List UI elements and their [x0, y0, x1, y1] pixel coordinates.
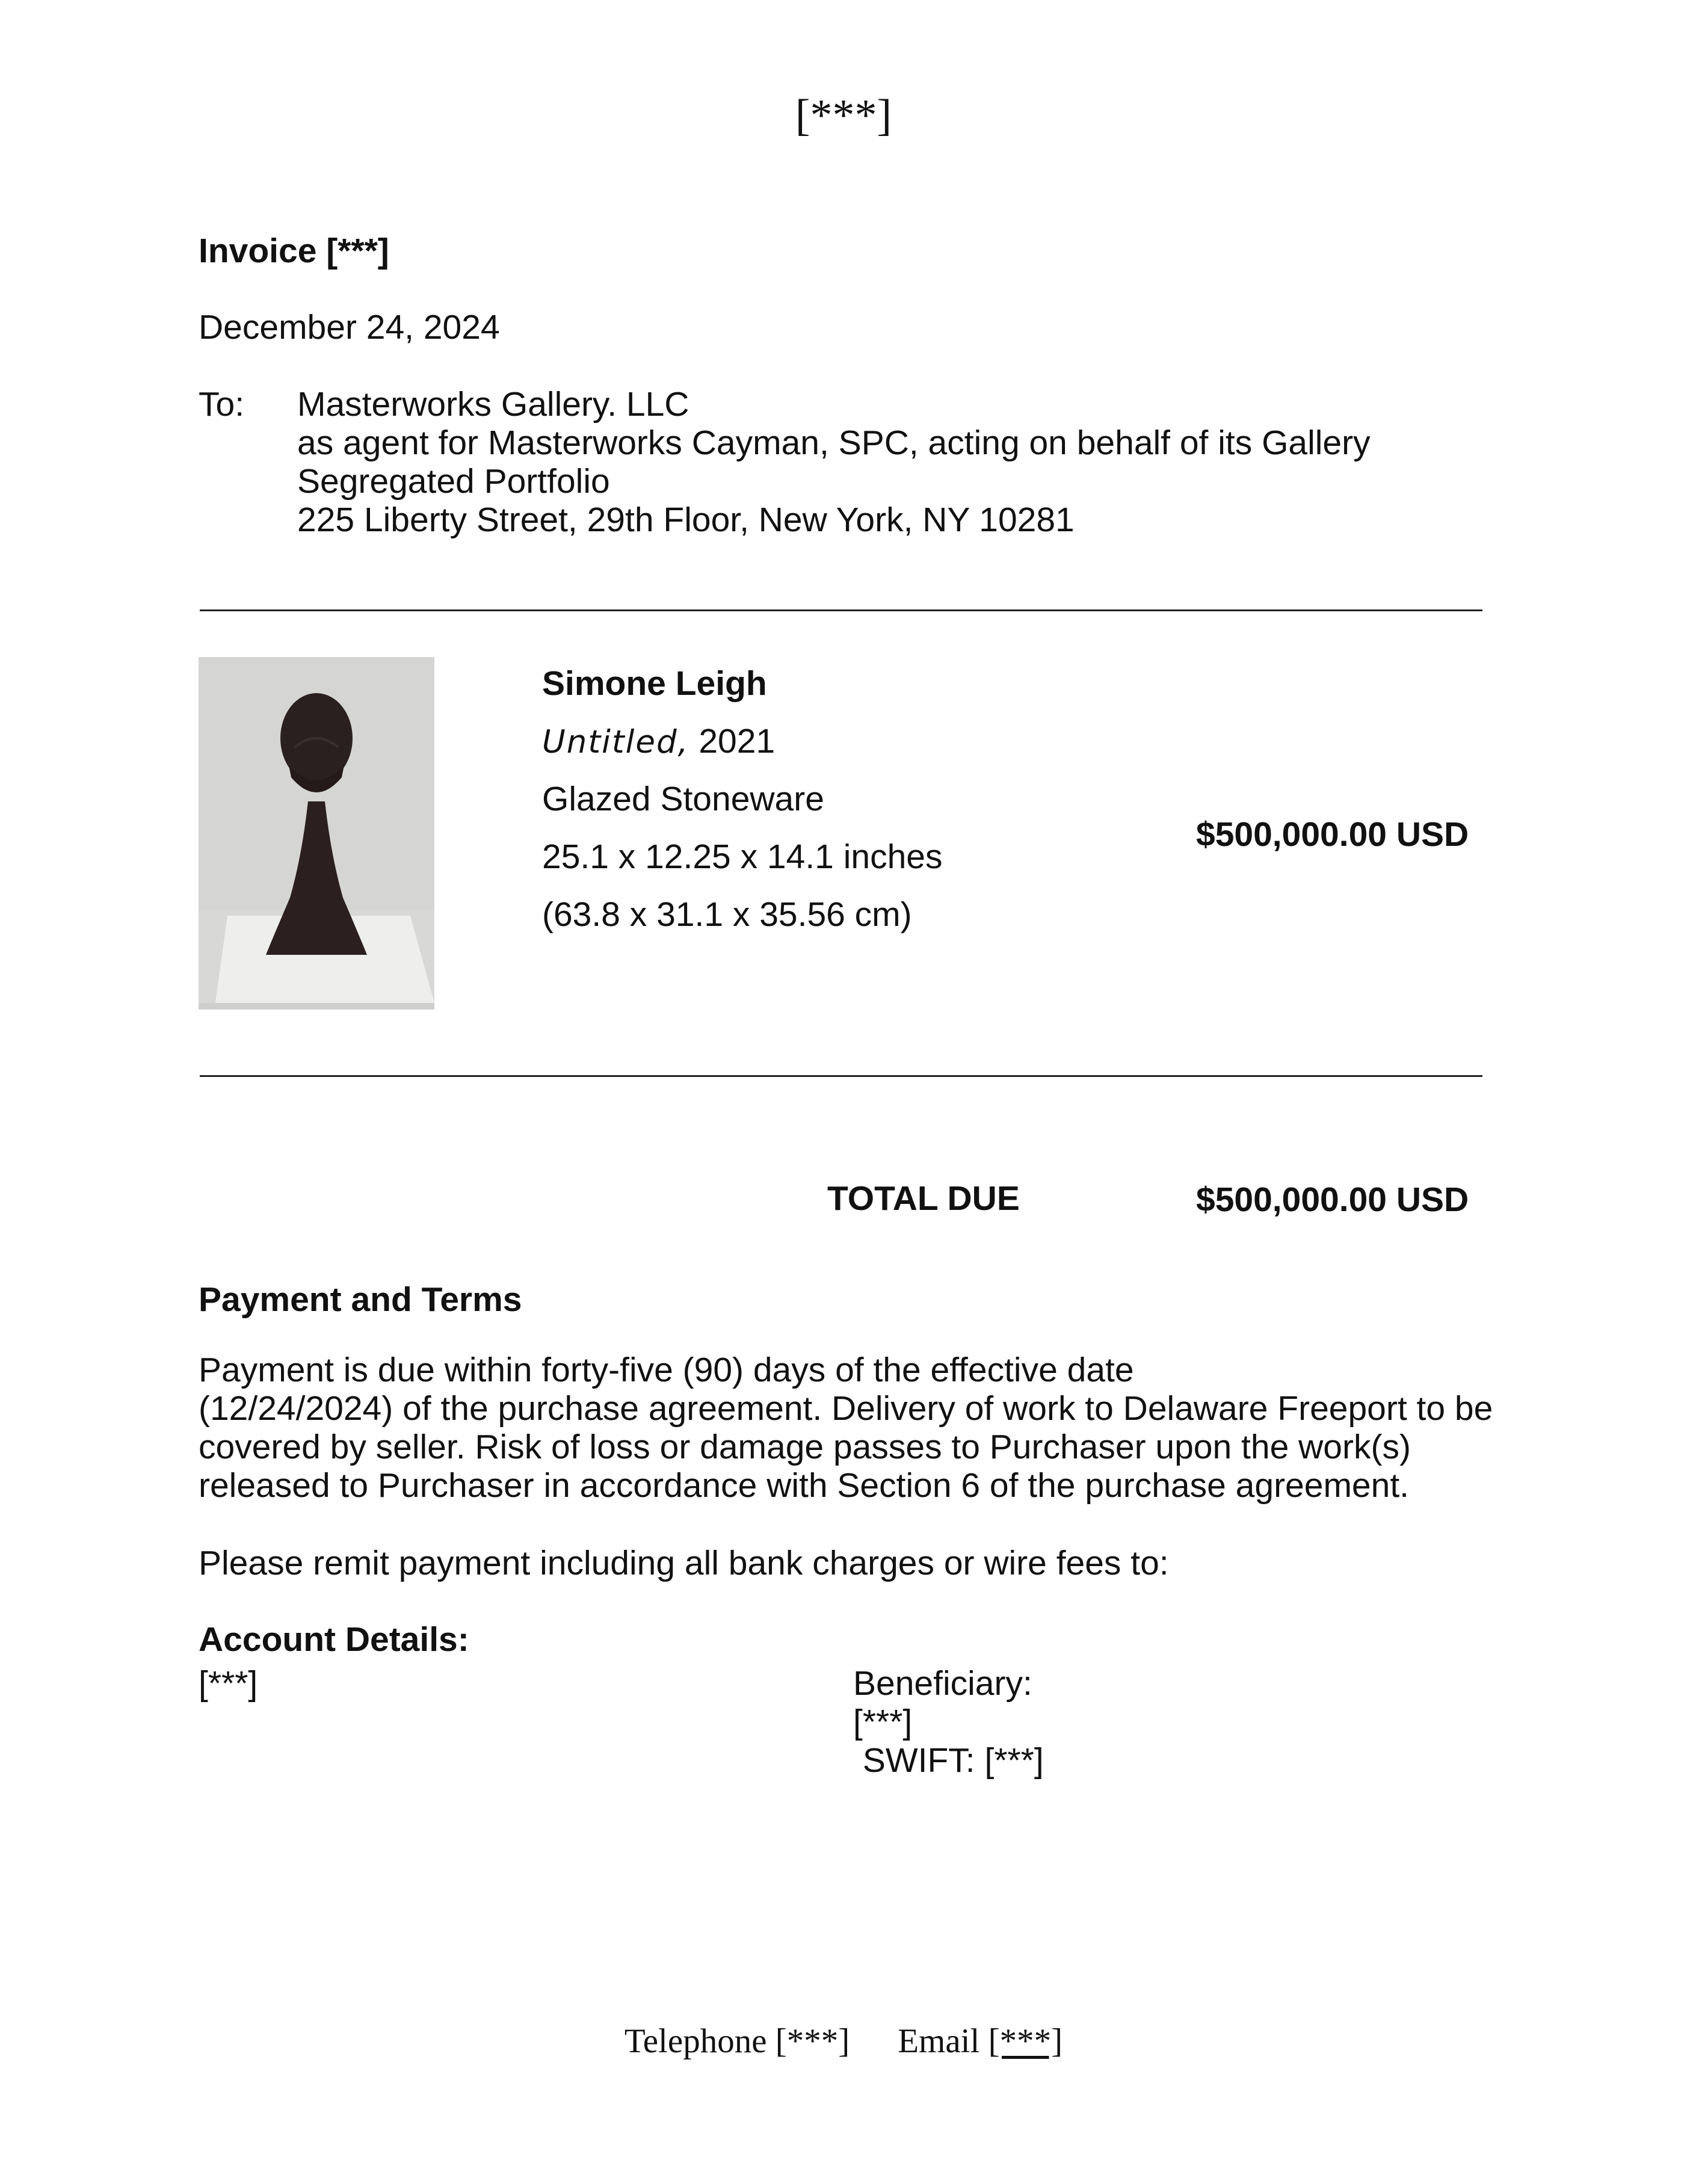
artwork-image [199, 657, 434, 1010]
divider-bottom [200, 1075, 1482, 1077]
total-due-label: TOTAL DUE [827, 1179, 1020, 1218]
header-redacted-mark: [***] [795, 91, 892, 140]
beneficiary-label: Beneficiary: [853, 1664, 1032, 1703]
artwork-dimensions-inches: 25.1 x 12.25 x 14.1 inches [542, 838, 943, 876]
total-due-amount: $500,000.00 USD [1196, 1180, 1469, 1219]
account-details-value: [***] [199, 1664, 258, 1703]
artwork-medium: Glazed Stoneware [542, 780, 824, 818]
swift-code: SWIFT: [***] [853, 1741, 1044, 1780]
payment-terms-line: covered by seller. Risk of loss or damage passes to Purchaser upon the work(s) [199, 1428, 1411, 1466]
artwork-title-line [542, 722, 775, 762]
divider-top [200, 609, 1482, 611]
artwork-year: 2021 [699, 722, 776, 760]
invoice-title: Invoice [***] [199, 232, 389, 270]
invoice-date: December 24, 2024 [199, 308, 500, 347]
line-item-price: $500,000.00 USD [1196, 815, 1469, 854]
payment-terms-heading: Payment and Terms [199, 1280, 522, 1319]
recipient-line: Segregated Portfolio [297, 462, 610, 501]
payment-terms-line: Payment is due within forty-five (90) days of the effective date [199, 1351, 1134, 1389]
footer-telephone: Telephone [***] [624, 2022, 850, 2060]
beneficiary-block [853, 1664, 1044, 1780]
recipient-line: as agent for Masterworks Cayman, SPC, acting on behalf of its Gallery [297, 424, 1371, 462]
remit-instruction: Please remit payment including all bank charges or wire fees to: [199, 1544, 1169, 1582]
artwork-title: Untitled, [542, 724, 689, 760]
payment-terms-body [199, 1351, 1493, 1505]
beneficiary-value: [***] [853, 1703, 913, 1741]
footer-email-label: Email [898, 2022, 988, 2060]
recipient-address [297, 385, 1371, 539]
recipient-line: Masterworks Gallery. LLC [297, 385, 689, 424]
recipient-line: 225 Liberty Street, 29th Floor, New York, NY 10281 [297, 501, 1075, 539]
payment-terms-line: (12/24/2024) of the purchase agreement. Delivery of work to Delaware Freeport to be [199, 1389, 1493, 1428]
footer-contact [0, 2022, 1687, 2061]
artwork-dimensions-cm: (63.8 x 31.1 x 35.56 cm) [542, 895, 912, 934]
footer-email-link[interactable]: [***] [988, 2022, 1063, 2060]
account-details-heading: Account Details: [199, 1620, 469, 1659]
payment-terms-line: released to Purchaser in accordance with Section 6 of the purchase agreement. [199, 1466, 1410, 1505]
to-label: To: [199, 385, 245, 424]
artist-name: Simone Leigh [542, 664, 767, 703]
